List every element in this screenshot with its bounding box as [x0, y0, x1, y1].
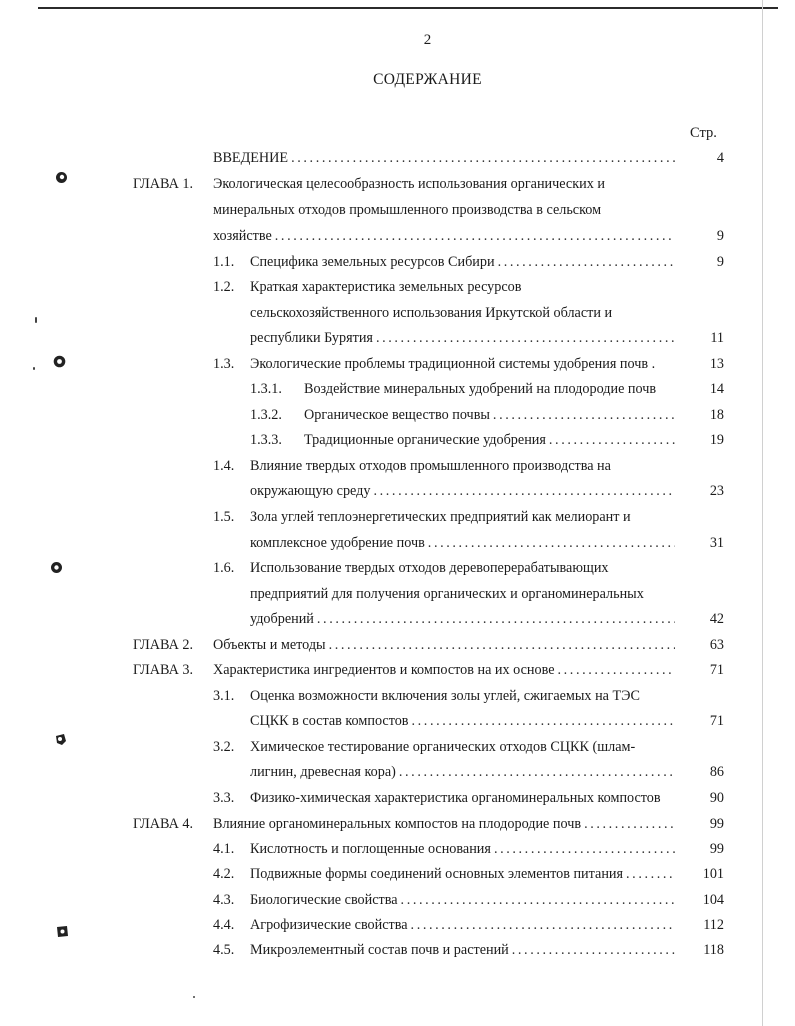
toc-entry-title: Подвижные формы соединений основных элементов питания [250, 866, 624, 882]
page-title: СОДЕРЖАНИЕ [373, 71, 482, 88]
toc-entry-chapter-4[interactable] [213, 814, 675, 834]
section-number: 3.3. [213, 790, 235, 806]
toc-entry-title: Традиционные органические удобрения [304, 432, 546, 448]
section-number: 1.4. [213, 458, 235, 474]
toc-entry-chapter-2[interactable] [213, 635, 675, 655]
leader-dots [317, 609, 675, 629]
toc-entry-chapter-1[interactable] [213, 226, 675, 246]
toc-page-number: 4 [716, 150, 724, 166]
toc-entry-1-4[interactable] [250, 481, 675, 501]
toc-entry-1-3-1[interactable]: Воздействие минеральных удобрений на плодородие почв [304, 381, 657, 397]
leader-dots [401, 890, 675, 910]
toc-page-number: 18 [709, 407, 724, 423]
toc-entry-3-1[interactable] [250, 711, 675, 731]
toc-entry-title[interactable]: Оценка возможности включения золы углей, сжигаемых на ТЭС [250, 688, 640, 704]
punch-hole-icon [56, 925, 69, 938]
pages-column-header: Стр. [690, 125, 717, 141]
toc-entry-1-2[interactable] [250, 328, 675, 348]
toc-entry-1-3-3[interactable] [304, 430, 675, 450]
section-number: 3.1. [213, 688, 235, 704]
leader-dots [626, 864, 675, 884]
toc-entry-title[interactable]: минеральных отходов промышленного производства в сельском [213, 202, 602, 218]
section-number: 1.5. [213, 509, 235, 525]
toc-page-number: 118 [703, 942, 724, 958]
toc-entry-4-4[interactable] [250, 915, 675, 935]
leader-dots [275, 226, 675, 246]
section-number: 1.3. [213, 356, 235, 372]
toc-entry-title: окружающую среду [250, 483, 371, 499]
toc-entry-title: Агрофизические свойства [250, 917, 408, 933]
toc-entry-4-2[interactable] [250, 864, 675, 884]
toc-entry-4-1[interactable] [250, 839, 675, 859]
leader-dots [584, 814, 675, 834]
section-number: 4.5. [213, 942, 235, 958]
toc-entry-title: СЦКК в состав компостов [250, 713, 409, 729]
toc-entry-title: Органическое вещество почвы [304, 407, 490, 423]
toc-entry-title: Микроэлементный состав почв и растений [250, 942, 509, 958]
leader-dots [494, 839, 675, 859]
toc-entry-title: удобрений [250, 611, 314, 627]
section-number: 3.2. [213, 739, 235, 755]
toc-page-number: 9 [716, 254, 724, 270]
leader-dots [558, 660, 675, 680]
toc-page-number: 14 [709, 381, 724, 397]
toc-page-number: 90 [709, 790, 724, 806]
scan-speck [193, 996, 195, 998]
top-border-line [38, 7, 778, 9]
leader-dots [512, 940, 675, 960]
page-number: 2 [423, 32, 432, 48]
leader-dots [493, 405, 675, 425]
toc-entry-title[interactable]: Экологическая целесообразность использования органических и [213, 176, 605, 192]
toc-entry-3-3[interactable]: Физико-химическая характеристика органоминеральных компостов [250, 790, 661, 806]
toc-entry-title: Специфика земельных ресурсов Сибири [250, 254, 495, 270]
right-edge-line [762, 0, 763, 1026]
toc-entry-title[interactable]: Зола углей теплоэнергетических предприятий как мелиорант и [250, 509, 631, 525]
toc-entry-title[interactable]: сельскохозяйственного использования Иркутской области и [250, 305, 613, 321]
toc-entry-title[interactable]: Влияние твердых отходов промышленного производства на [250, 458, 611, 474]
leader-dots [411, 915, 675, 935]
scan-speck [35, 317, 37, 323]
chapter-label: ГЛАВА 2. [133, 637, 194, 653]
toc-entry-title[interactable]: Использование твердых отходов деревоперерабатывающих [250, 560, 609, 576]
punch-hole-icon [53, 355, 66, 368]
toc-entry-3-2[interactable] [250, 762, 675, 782]
toc-page-number: 42 [709, 611, 724, 627]
toc-entry-intro[interactable] [213, 148, 675, 168]
toc-entry-1-3-2[interactable] [304, 405, 675, 425]
toc-entry-title[interactable]: Краткая характеристика земельных ресурсов [250, 279, 522, 295]
toc-entry-title: Биологические свойства [250, 892, 398, 908]
section-number: 4.1. [213, 841, 235, 857]
toc-entry-4-5[interactable] [250, 940, 675, 960]
leader-dots [376, 328, 675, 348]
toc-page-number: 63 [709, 637, 724, 653]
toc-page-number: 13 [709, 356, 724, 372]
section-number: 4.3. [213, 892, 235, 908]
toc-entry-chapter-3[interactable] [213, 660, 675, 680]
toc-page-number: 11 [710, 330, 724, 346]
leader-dots [291, 148, 675, 168]
toc-page-number: 9 [716, 228, 724, 244]
toc-page-number: 71 [709, 713, 724, 729]
toc-entry-1-5[interactable] [250, 533, 675, 553]
punch-hole-icon [55, 171, 68, 184]
subsection-number: 1.3.2. [250, 407, 282, 423]
toc-page-number: 99 [709, 841, 724, 857]
leader-dots [549, 430, 675, 450]
leader-dots [428, 533, 675, 553]
toc-page-number: 112 [703, 917, 724, 933]
section-number: 1.1. [213, 254, 235, 270]
toc-page-number: 23 [709, 483, 724, 499]
chapter-label: ГЛАВА 1. [133, 176, 194, 192]
toc-entry-1-3[interactable]: Экологические проблемы традиционной системы удобрения почв . [250, 356, 656, 372]
subsection-number: 1.3.3. [250, 432, 282, 448]
toc-entry-title[interactable]: Химическое тестирование органических отходов СЦКК (шлам- [250, 739, 636, 755]
toc-page-number: 31 [709, 535, 724, 551]
toc-entry-title[interactable]: предприятий для получения органических и органоминеральных [250, 586, 644, 602]
toc-entry-title: республики Бурятия [250, 330, 373, 346]
toc-entry-title: комплексное удобрение почв [250, 535, 425, 551]
leader-dots [399, 762, 675, 782]
toc-entry-title: ВВЕДЕНИЕ [213, 150, 289, 166]
section-number: 1.6. [213, 560, 235, 576]
toc-entry-title: Кислотность и поглощенные основания [250, 841, 491, 857]
leader-dots [373, 481, 675, 501]
punch-hole-icon [50, 561, 63, 574]
toc-page-number: 71 [709, 662, 724, 678]
toc-entry-title: Влияние органоминеральных компостов на плодородие почв [213, 816, 582, 832]
toc-entry-1-1[interactable] [250, 252, 675, 272]
section-number: 4.2. [213, 866, 235, 882]
toc-page-number: 86 [709, 764, 724, 780]
chapter-label: ГЛАВА 4. [133, 816, 194, 832]
leader-dots [412, 711, 675, 731]
leader-dots [329, 635, 675, 655]
punch-hole-icon [54, 733, 67, 746]
toc-page-number: 19 [709, 432, 724, 448]
toc-page-number: 101 [702, 866, 724, 882]
toc-entry-title: хозяйстве [213, 228, 272, 244]
toc-entry-title: Объекты и методы [213, 637, 326, 653]
toc-entry-4-3[interactable] [250, 890, 675, 910]
toc-page-number: 104 [702, 892, 724, 908]
toc-entry-title: лигнин, древесная кора) [250, 764, 396, 780]
toc-page-number: 99 [709, 816, 724, 832]
toc-entry-1-6[interactable] [250, 609, 675, 629]
subsection-number: 1.3.1. [250, 381, 282, 397]
toc-entry-title: Характеристика ингредиентов и компостов на их основе [213, 662, 555, 678]
leader-dots [498, 252, 675, 272]
section-number: 4.4. [213, 917, 235, 933]
chapter-label: ГЛАВА 3. [133, 662, 194, 678]
section-number: 1.2. [213, 279, 235, 295]
scan-speck [33, 367, 35, 370]
